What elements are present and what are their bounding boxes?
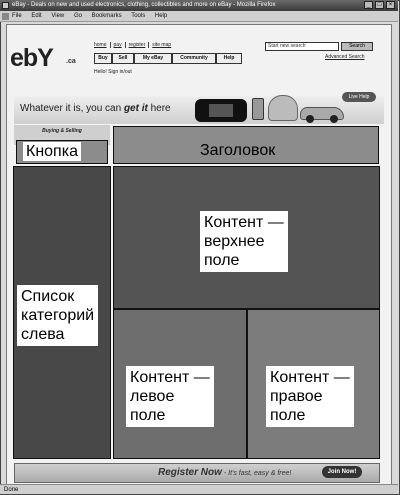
wireframe-content-top-label: Контент — верхнее поле [200,211,288,272]
join-now-button[interactable]: Join Now! [322,466,362,478]
wireframe-content-right-label: Контент — правое поле [266,366,354,427]
link-pay[interactable]: pay [110,42,125,48]
live-help-button[interactable]: Live Help [342,92,376,102]
tab-my-ebay[interactable]: My eBay [134,53,172,64]
window-titlebar [0,0,398,11]
link-register[interactable]: register [125,42,149,48]
wireframe-content-left-label: Контент — левое поле [126,366,214,427]
greeting[interactable]: Hello! Sign in/out [94,69,132,75]
wireframe-button-label: Кнопка [23,142,81,161]
menu-view[interactable]: View [51,13,65,19]
tab-buy[interactable]: Buy [94,53,112,64]
search-button[interactable]: Search [341,42,373,51]
window-title: eBay - Deals on new and used electronics, clothing, collectibles and more on eBay - Mozilla Firefox [12,2,276,8]
minimize-button[interactable]: _ [364,1,373,9]
advanced-search-link[interactable]: Advanced Search [325,54,365,60]
wireframe-categories-label: Список категорий слева [17,285,98,346]
status-text: Done [4,487,19,493]
register-text: Register Now - It's fast, easy & free! [158,467,292,478]
menu-go[interactable]: Go [73,13,82,19]
menu-tools[interactable]: Tools [131,13,146,19]
search-input[interactable]: Start new search [265,42,339,51]
wireframe-header-block [113,126,379,164]
wireframe-content-right-block [247,309,380,459]
status-bar [0,484,398,494]
buying-selling-heading: Buying & Selling [14,125,110,145]
link-home[interactable]: home [94,42,107,48]
menu-bookmarks[interactable]: Bookmarks [91,13,122,19]
menu-edit[interactable]: Edit [31,13,42,19]
wireframe-content-left-block [113,309,247,459]
menu-bar [0,11,398,22]
maximize-button[interactable]: □ [375,1,384,9]
game-console-image [195,99,247,122]
top-links [94,42,174,48]
firefox-icon [2,2,9,9]
handbag-image [268,95,298,121]
menu-file[interactable]: File [12,13,22,19]
mp3-player-image [252,98,264,120]
close-button[interactable]: × [386,1,395,9]
wireframe-content-top-block [113,166,380,309]
logo-domain: .ca [66,58,76,65]
tab-community[interactable]: Community [172,53,216,64]
wireframe-button-block [16,140,108,164]
tab-sell[interactable]: Sell [112,53,134,64]
ebay-logo[interactable]: ebY [10,44,53,72]
wireframe-categories-block [13,166,111,459]
car-image [300,107,344,120]
wireframe-header-label: Заголовок [200,142,276,159]
banner-tagline: Whatever it is, you can get it here [20,103,171,114]
main-nav [94,53,242,64]
menu-help[interactable]: Help [154,13,168,19]
tab-help[interactable]: Help [216,53,242,64]
menu-grip-icon [2,13,9,20]
link-site-map[interactable]: site map [148,42,174,48]
